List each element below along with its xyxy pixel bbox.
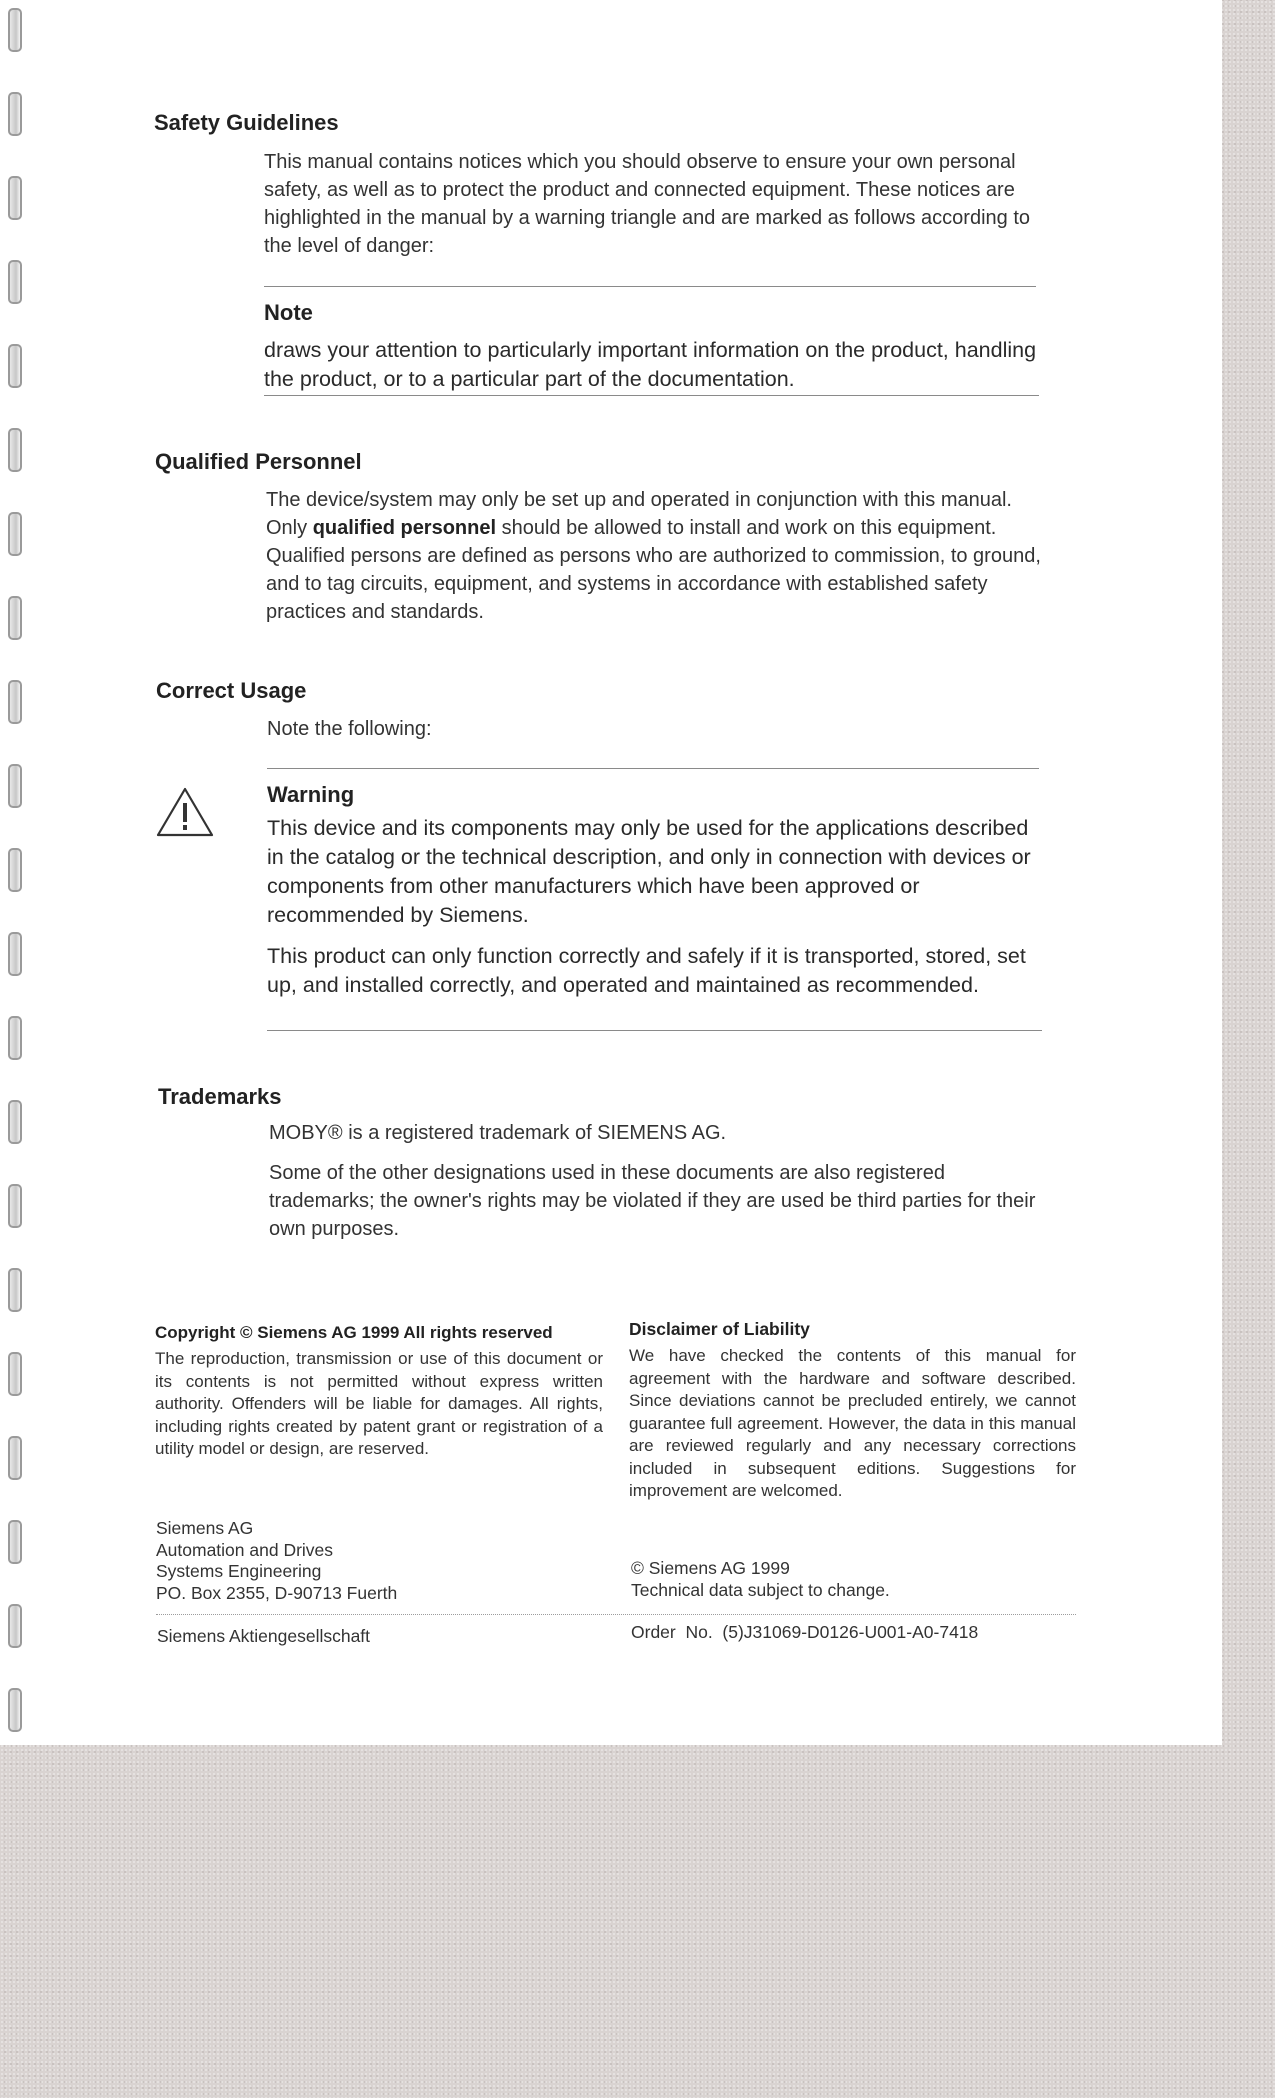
- binding-ring: [8, 260, 22, 304]
- qualified-personnel-para2: [266, 514, 1041, 626]
- binding-ring: [8, 596, 22, 640]
- safety-guidelines-heading: Safety Guidelines: [154, 110, 339, 135]
- binding-ring: [8, 512, 22, 556]
- note-bottom-rule: [264, 395, 1039, 396]
- binding-ring: [8, 344, 22, 388]
- warning-para2: This product can only function correctly and safely if it is transported, stored, set up, and installed correctly, and operated and maintained as recommended.: [267, 944, 1026, 997]
- binding-ring: [8, 1604, 22, 1648]
- warning-title: Warning: [267, 782, 355, 807]
- binding-ring: [8, 1436, 22, 1480]
- note-title: Note: [264, 300, 313, 325]
- binding-ring: [8, 1100, 22, 1144]
- address-line: Systems Engineering: [156, 1561, 322, 1581]
- note-text: draws your attention to particularly important information on the product, handling the product, or to a particular part of the documentation.: [264, 338, 1037, 391]
- binding-ring: [8, 92, 22, 136]
- binding-ring: [8, 932, 22, 976]
- address-block: [156, 1518, 397, 1604]
- binding-ring: [8, 176, 22, 220]
- warning-top-rule: [267, 768, 1039, 769]
- binding-ring: [8, 1352, 22, 1396]
- trademarks-heading: Trademarks: [158, 1084, 282, 1109]
- para2-prefix: Only: [266, 517, 313, 539]
- rights-line: © Siemens AG 1999: [631, 1558, 790, 1578]
- qualified-personnel-para1: The device/system may only be set up and operated in conjunction with this manual.: [266, 489, 1012, 511]
- order-number: Order No. (5)J31069-D0126-U001-A0-7418: [631, 1622, 979, 1642]
- copyright-text: The reproduction, transmission or use of this document or its contents is not permitted without express written authority. Offenders will be liable for damages. All rights, including rights created by patent grant or registration of a utility model or design, are reserved.: [155, 1349, 603, 1458]
- warning-body: [267, 814, 1047, 1000]
- correct-usage-lead: Note the following:: [267, 718, 432, 740]
- binding-ring: [8, 1016, 22, 1060]
- binding-ring: [8, 848, 22, 892]
- warning-triangle-icon: [155, 786, 215, 838]
- binding-ring: [8, 764, 22, 808]
- rights-line: Technical data subject to change.: [631, 1579, 890, 1600]
- binding-ring: [8, 1520, 22, 1564]
- trademarks-body: [269, 1119, 1049, 1243]
- qualified-personnel-emphasis: qualified personnel: [312, 517, 497, 539]
- address-line: PO. Box 2355, D-90713 Fuerth: [156, 1582, 398, 1603]
- trademarks-para2: Some of the other designations used in these documents are also registered trademarks; the owner's rights may be violated if they are used be third parties for their own purposes.: [269, 1162, 1036, 1240]
- footer-company: Siemens Aktiengesellschaft: [157, 1626, 371, 1646]
- copyright-heading: Copyright © Siemens AG 1999 All rights reserved: [155, 1323, 553, 1342]
- rights-block: [631, 1558, 890, 1601]
- binding-ring: [8, 680, 22, 724]
- address-line: Siemens AG: [156, 1518, 254, 1538]
- disclaimer-heading: Disclaimer of Liability: [629, 1319, 810, 1339]
- disclaimer-text: We have checked the contents of this manual for agreement with the hardware and software described. Since deviations cannot be precluded entirely, we cannot guarantee full agreement. However, the data in this manual are reviewed regularly and any necessary corrections included in subsequent editions. Suggestions for improvement are welcomed.: [629, 1346, 1076, 1500]
- warning-para1: This device and its components may only be used for the applications described in the catalog or the technical description, and only in connection with devices or components from other manufacturers which have been approved or recommended by Siemens.: [267, 816, 1031, 927]
- qualified-personnel-text: [266, 486, 1041, 626]
- warning-bottom-rule: [267, 1030, 1042, 1031]
- address-line: Automation and Drives: [156, 1539, 334, 1560]
- binding-ring: [8, 8, 22, 52]
- correct-usage-heading: Correct Usage: [156, 678, 307, 703]
- trademarks-para1: MOBY® is a registered trademark of SIEMENS AG.: [269, 1122, 727, 1144]
- footer-dotted-rule: [156, 1614, 1076, 1615]
- binding-ring: [8, 1184, 22, 1228]
- binding-ring: [8, 1268, 22, 1312]
- para2-rest: should be allowed to install and work on this equipment. Qualified persons are defined as persons who are authorized to commission, to ground, and to tag circuits, equipment, and systems in accordance with established safety practices and standards.: [266, 517, 1041, 623]
- note-top-rule: [264, 286, 1036, 287]
- spiral-binding: [6, 0, 26, 1745]
- binding-ring: [8, 1688, 22, 1732]
- binding-ring: [8, 428, 22, 472]
- safety-guidelines-intro: This manual contains notices which you should observe to ensure your own personal safety, as well as to protect the product and connected equipment. These notices are highlighted in the manual by a warning triangle and are marked as follows according to the level of danger:: [264, 151, 1031, 257]
- qualified-personnel-heading: Qualified Personnel: [155, 449, 362, 474]
